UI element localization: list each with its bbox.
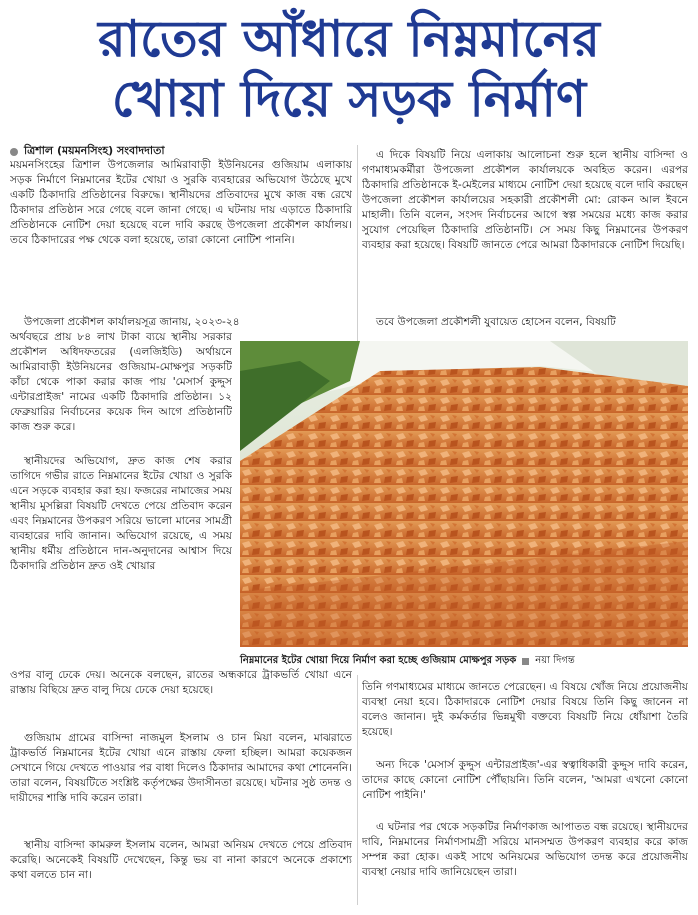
left-paragraph-5: স্থানীয় বাসিন্দা কামরুল ইসলাম বলেন, আমরা অনিয়ম দেখতে পেয়ে প্রতিবাদ করেছি। অনেকেই বিষয়টি দেখেছেন, কিন্তু ভয় বা নানা কারণে অনেকে প্রকাশ্যে কথা বলতে চান না। <box>10 839 352 881</box>
left-paragraph-1: ময়মনসিংহের ত্রিশাল উপজেলার আমিরাবাড়ী ইউনিয়নের গুজিয়াম এলাকায় সড়ক নির্মাণে নিম্নমানের ইটের খোয়া ও সুরকি ব্যবহারের অভিযোগ উঠেছে মুখে একটি ঠিকাদারি প্রতিষ্ঠানের বিরুদ্ধে। স্থানীয়দের প্রতিবাদের মুখে কাজ বন্ধ রেখে ঠিকাদার প্রতিষ্ঠান সরে গেছে বলে জানা গেছে। এ ঘটনায় দায় এড়াতে ঠিকাদারি প্রতিষ্ঠানকে নোটিশ দেয়া হয়েছে বলে দাবি করছে উপজেলা প্রকৌশল কার্যালয়। তবে ঠিকাদারের পক্ষ থেকে বলা হয়েছে, তারা কোনো নোটিশ পাননি। <box>10 159 352 246</box>
byline-text: ত্রিশাল (ময়মনসিংহ) সংবাদদাতা <box>24 144 165 157</box>
left-paragraph-3: স্থানীয়দের অভিযোগ, দ্রুত কাজ শেষ করার তাগিদে গভীর রাতে নিম্নমানের ইটের খোয়া ও সুরকি এনে সড়কে ব্যবহার করা হয়। ফজরের নামাজের সময় স্থানীয় মুসল্লিরা বিষয়টি দেখতে পেয়ে প্রতিবাদ করেন এবং নিম্নমানের উপকরণ সরিয়ে ভালো মানের সামগ্রী ব্যবহারের দাবি জানান। অভিযোগ রয়েছে, এ সময় স্থানীয় ধর্মীয় প্রতিষ্ঠানে দান-অনুদানের আশ্বাস দিয়ে ঠিকাদারি প্রতিষ্ঠান দ্রুত ওই খোয়ার <box>10 455 232 572</box>
bullet-icon <box>10 148 18 156</box>
right-paragraph-4: এ ঘটনার পর থেকে সড়কটির নির্মাণকাজ আপাতত বন্ধ রয়েছে। স্থানীয়দের দাবি, নিম্নমানের নির্মাণসামগ্রী সরিয়ে মানসম্মত উপকরণ ব্যবহার করে কাজ সম্পন্ন করা হোক। একই সাথে অনিয়মের অভিযোগ তদন্ত করে প্রয়োজনীয় ব্যবস্থা নেয়ার দাবি জানিয়েছেন তারা। <box>362 821 688 878</box>
left-paragraph-2-line: উপজেলা প্রকৌশল কার্যালয়সূত্র জানায়, ২০২৩-২৪ <box>24 316 240 328</box>
brick-rubble-image <box>240 341 688 647</box>
headline-line-1: রাতের আঁধারে নিম্নমানের <box>98 10 600 68</box>
column-divider-bottom <box>357 675 358 905</box>
photo-caption <box>240 653 688 670</box>
right-paragraph-3: অন্য দিকে 'মেসার্স কুদ্দুস এন্টারপ্রাইজ'-এর স্বত্বাধিকারী কুদ্দুস দাবি করেন, তাদের কাছে কোনো নোটিশ পৌঁছায়নি। তিনি বলেন, 'আমরা এখনো কোনো নোটিশ পাইনি।' <box>362 759 688 801</box>
right-paragraph-1: এ দিকে বিষয়টি নিয়ে এলাকায় আলোচনা শুরু হলে স্থানীয় বাসিন্দা ও গণমাধ্যমকর্মীরা উপজেলা প্রকৌশল কার্যালয়কে অবহিত করেন। এরপর ঠিকাদারি প্রতিষ্ঠানকে ই-মেইলের মাধ্যমে নোটিশ দেয়া হয়েছে বলে দাবি করছেন উপজেলা প্রকৌশল কার্যালয়ের সহকারী প্রকৌশলী মো: রোকন আল ইবনে মাহালী। তিনি বলেন, সংসদ নির্বাচনের আগে স্বল্প সময়ের মধ্যে কাজ করার সুযোগ পেয়েছিল ঠিকাদারি প্রতিষ্ঠানটি। সে সময় কিছু নিম্নমানের উপকরণ ব্যবহার করা হয়েছে। বিষয়টি জানতে পেরে আমরা ঠিকাদারকে নোটিশ দিয়েছি। <box>362 149 688 251</box>
headline-line-2: খোয়া দিয়ে সড়ক নির্মাণ <box>111 70 587 128</box>
right-paragraph-2: তবে উপজেলা প্রকৌশলী যুবায়েত হোসেন বলেন, বিষয়টি <box>376 316 616 328</box>
right-paragraph-2-cont: তিনি গণমাধ্যমের মাধ্যমে জানতে পেরেছেন। এ বিষয়ে খোঁজ নিয়ে প্রয়োজনীয় ব্যবস্থা নেয়া হবে। ঠিকাদারকে নোটিশ দেয়ার বিষয়ে তিনি কিছু জানেন না বলেও জানান। দুই কর্মকর্তার ভিন্নমুখী বক্তব্যে বিষয়টি নিয়ে ধোঁয়াশা তৈরি হয়েছে। <box>362 681 688 738</box>
caption-source: নয়া দিগন্ত <box>535 655 575 666</box>
column-divider-top <box>357 145 358 341</box>
left-paragraph-2-rest: অর্থবছরে প্রায় ৮৪ লাখ টাকা ব্যয়ে স্থানীয় সরকার প্রকৌশল অধিদফতরের (এলজিইডি) অর্থায়নে আমিরাবাড়ী ইউনিয়নের গুজিয়াম-মোক্ষপুর সড়কটি কাঁচা থেকে পাকা করার কাজ পায় 'মেসার্স কুদ্দুস এন্টারপ্রাইজ' নামের একটি ঠিকাদারি প্রতিষ্ঠান। ১২ ফেব্রুয়ারির নির্বাচনের কয়েক দিন আগে প্রতিষ্ঠানটি কাজ শুরু করে। <box>10 331 232 433</box>
left-paragraph-4: গুজিয়াম গ্রামের বাসিন্দা নাজমুল ইসলাম ও চান মিয়া বলেন, মাঝরাতে ট্রাকভর্তি নিম্নমানের ইটের খোয়া এনে রাস্তায় ফেলা হচ্ছিল। আমরা কয়েকজন সেখানে গিয়ে দেখতে পাওয়ার পর বাধা দিলেও ঠিকাদার আমাদের কথা শোনেননি। তারা বলেন, বিষয়টিতে সংশ্লিষ্ট কর্তৃপক্ষের উদাসীনতা রয়েছে। ঘটনার সুষ্ঠ তদন্ত ও দায়ীদের শাস্তি দাবি করেন তারা। <box>10 732 352 804</box>
square-bullet-icon <box>522 658 529 665</box>
caption-text: নিম্নমানের ইটের খোয়া দিয়ে নির্মাণ করা হচ্ছে গুজিয়াম মোক্ষপুর সড়ক <box>240 655 517 666</box>
left-paragraph-3-cont: ওপর বালু ঢেকে দেয়। অনেকে বলছেন, রাতের অন্ধকারে ট্রাকভর্তি খোয়া এনে রাস্তায় বিছিয়ে দ্রুত বালু দিয়ে ঢেকে দেয়া হয়েছে। <box>10 669 352 696</box>
road-photo <box>240 341 688 647</box>
